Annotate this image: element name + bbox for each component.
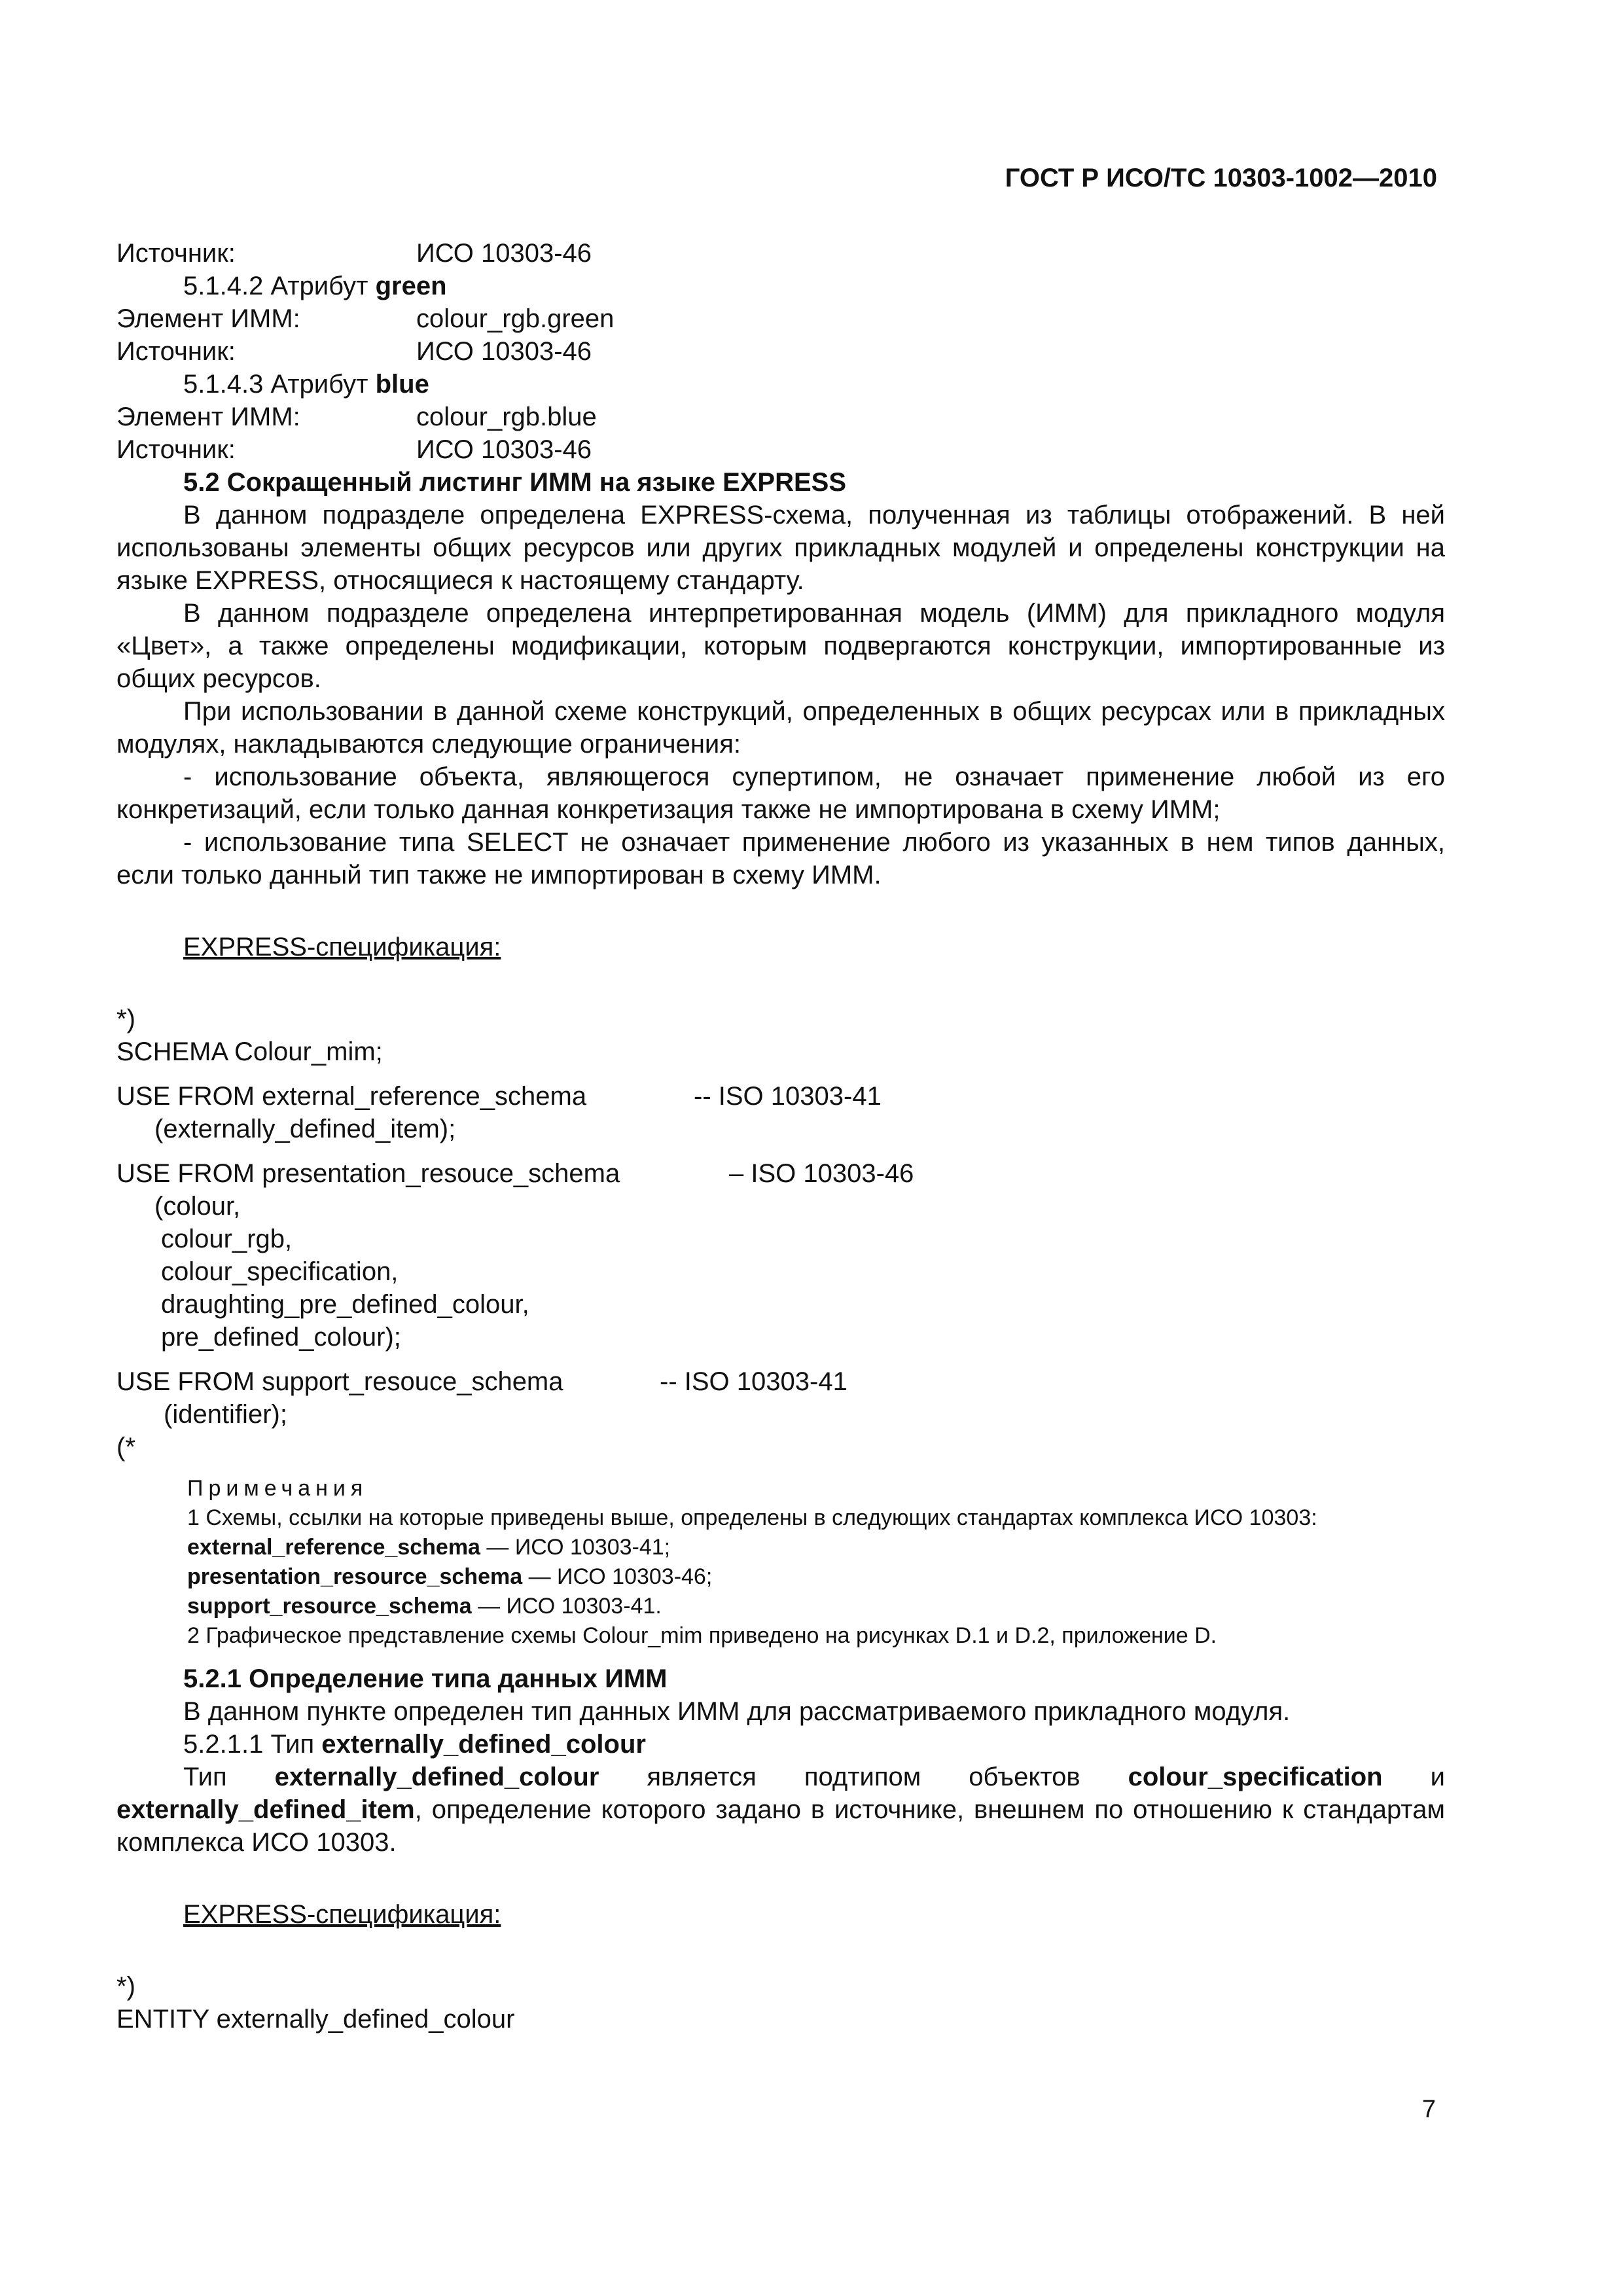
field-label: Элемент ИММ: — [116, 403, 300, 431]
code-statement: USE FROM external_reference_schema — [116, 1082, 587, 1111]
code-comment: – ISO 10303-46 — [729, 1159, 914, 1188]
entity-name: externally_defined_item — [116, 1795, 415, 1824]
express-spec-label: EXPRESS-спецификация: — [183, 933, 501, 961]
spacer — [116, 1145, 1445, 1157]
code-line: SCHEMA Colour_mim; — [116, 1037, 383, 1066]
field-value: ИСО 10303-46 — [416, 337, 592, 366]
schema-name: support_resource_schema — [187, 1594, 472, 1619]
notes-title: Примечания — [187, 1476, 368, 1501]
field-label: Источник: — [116, 435, 236, 464]
section-heading: 5.2.1 Определение типа данных ИММ — [183, 1664, 668, 1693]
attribute-name: green — [375, 272, 447, 300]
field-label: Источник: — [116, 337, 236, 366]
word: и — [1430, 1763, 1445, 1791]
subsection-number: 5.1.4.3 Атрибут — [183, 370, 376, 399]
word: является — [647, 1763, 757, 1791]
document-header: ГОСТ Р ИСО/ТС 10303-1002—2010 — [1005, 164, 1437, 192]
code-statement: USE FROM support_resouce_schema — [116, 1367, 563, 1396]
subsection-heading-blue — [116, 368, 1445, 401]
schema-name: presentation_resource_schema — [187, 1564, 523, 1589]
note-item: 2 Графическое представление схемы Colour_mim приведено на рисунках D.1 и D.2, приложение D. — [187, 1623, 1217, 1648]
note-reference — [187, 1533, 1445, 1562]
paragraph: При использовании в данной схеме конструкций, определенных в общих ресурсах или в прикладных модулях, накладываются следующие ограничения: — [116, 697, 1445, 759]
note-reference — [187, 1562, 1445, 1592]
code-line — [116, 1365, 1445, 1398]
word: Тип — [183, 1763, 227, 1791]
spacer — [116, 1354, 1445, 1365]
definition-text: , определение которого задано в источнике, внешнем по отношению к стандартам комплекса ИСО 10303. — [116, 1795, 1445, 1857]
source-line — [116, 237, 1445, 270]
code-statement: USE FROM presentation_resouce_schema — [116, 1159, 620, 1188]
code-line: draughting_pre_defined_colour, — [161, 1290, 529, 1319]
code-line: colour_specification, — [161, 1257, 399, 1286]
code-comment: -- ISO 10303-41 — [660, 1367, 847, 1396]
standard-ref: — ИСО 10303-46; — [522, 1564, 713, 1589]
express-spec-label: EXPRESS-спецификация: — [183, 1900, 501, 1929]
code-line — [116, 1080, 1445, 1113]
spacer — [116, 1068, 1445, 1080]
code-comment: -- ISO 10303-41 — [694, 1082, 882, 1111]
subsection-heading — [116, 1728, 1445, 1761]
type-name: externally_defined_colour — [274, 1763, 599, 1791]
code-line: *) — [116, 1005, 135, 1033]
express-code-block — [116, 1970, 1445, 2036]
attribute-name: blue — [375, 370, 429, 399]
note-reference — [187, 1592, 1445, 1621]
page-number: 7 — [1421, 2096, 1436, 2123]
subsection-number: 5.1.4.2 Атрибут — [183, 272, 376, 300]
source-line — [116, 433, 1445, 466]
paragraph: В данном подразделе определена интерпретированная модель (ИММ) для прикладного модуля «Цвет», а также определены модификации, которым подвергаются конструкции, импортированные из общих ресурсов. — [116, 599, 1445, 693]
code-line: (externally_defined_item); — [154, 1115, 456, 1143]
note-item: 1 Схемы, ссылки на которые приведены выше, определены в следующих стандартах комплекса ИСО 10303: — [187, 1505, 1317, 1530]
section-heading: 5.2 Сокращенный листинг ИММ на языке EXPRESS — [183, 468, 847, 497]
type-definition-continuation — [116, 1793, 1445, 1859]
express-code-block — [116, 1003, 1445, 1463]
field-value: ИСО 10303-46 — [416, 435, 592, 464]
notes-block — [116, 1474, 1445, 1651]
word: подтипом — [804, 1763, 921, 1791]
spacer — [116, 1651, 1445, 1662]
paragraph: В данном пункте определен тип данных ИММ для рассматриваемого прикладного модуля. — [183, 1697, 1291, 1726]
field-value: colour_rgb.blue — [416, 403, 597, 431]
code-line — [116, 1157, 1445, 1190]
list-item: - использование типа SELECT не означает применение любого из указанных в нем типов данных, если только данный тип также не импортирован в схему ИММ. — [116, 828, 1445, 889]
spacer — [116, 963, 1445, 1003]
code-line: ENTITY externally_defined_colour — [116, 2005, 515, 2034]
list-item: - использование объекта, являющегося супертипом, не означает применение любой из его конкретизаций, если только данная конкретизация также не импортирована в схему ИММ; — [116, 762, 1445, 824]
schema-name: external_reference_schema — [187, 1535, 480, 1560]
subsection-heading-green — [116, 270, 1445, 302]
mim-element-line — [116, 401, 1445, 433]
code-line: (identifier); — [164, 1400, 287, 1429]
word: объектов — [969, 1763, 1080, 1791]
code-line: (* — [116, 1433, 135, 1462]
code-line: pre_defined_colour); — [161, 1323, 401, 1352]
type-definition-line — [116, 1761, 1445, 1793]
code-line: *) — [116, 1972, 135, 2001]
source-line — [116, 335, 1445, 368]
entity-name: colour_specification — [1128, 1763, 1383, 1791]
standard-ref: — ИСО 10303-41. — [471, 1594, 662, 1619]
document-body — [116, 237, 1445, 2036]
field-label: Источник: — [116, 239, 236, 268]
subsection-number: 5.2.1.1 Тип — [183, 1730, 322, 1759]
type-name: externally_defined_colour — [321, 1730, 646, 1759]
mim-element-line — [116, 302, 1445, 335]
code-line: (colour, — [154, 1192, 241, 1221]
paragraph: В данном подразделе определена EXPRESS-схема, полученная из таблицы отображений. В ней использованы элементы общих ресурсов или других прикладных модулей и определены конструкции на языке EXPRESS, относящиеся к настоящему стандарту. — [116, 501, 1445, 595]
field-value: colour_rgb.green — [416, 304, 615, 333]
spacer — [116, 1931, 1445, 1970]
field-label: Элемент ИММ: — [116, 304, 300, 333]
code-line: colour_rgb, — [161, 1225, 293, 1253]
standard-ref: — ИСО 10303-41; — [480, 1535, 671, 1560]
field-value: ИСО 10303-46 — [416, 239, 592, 268]
